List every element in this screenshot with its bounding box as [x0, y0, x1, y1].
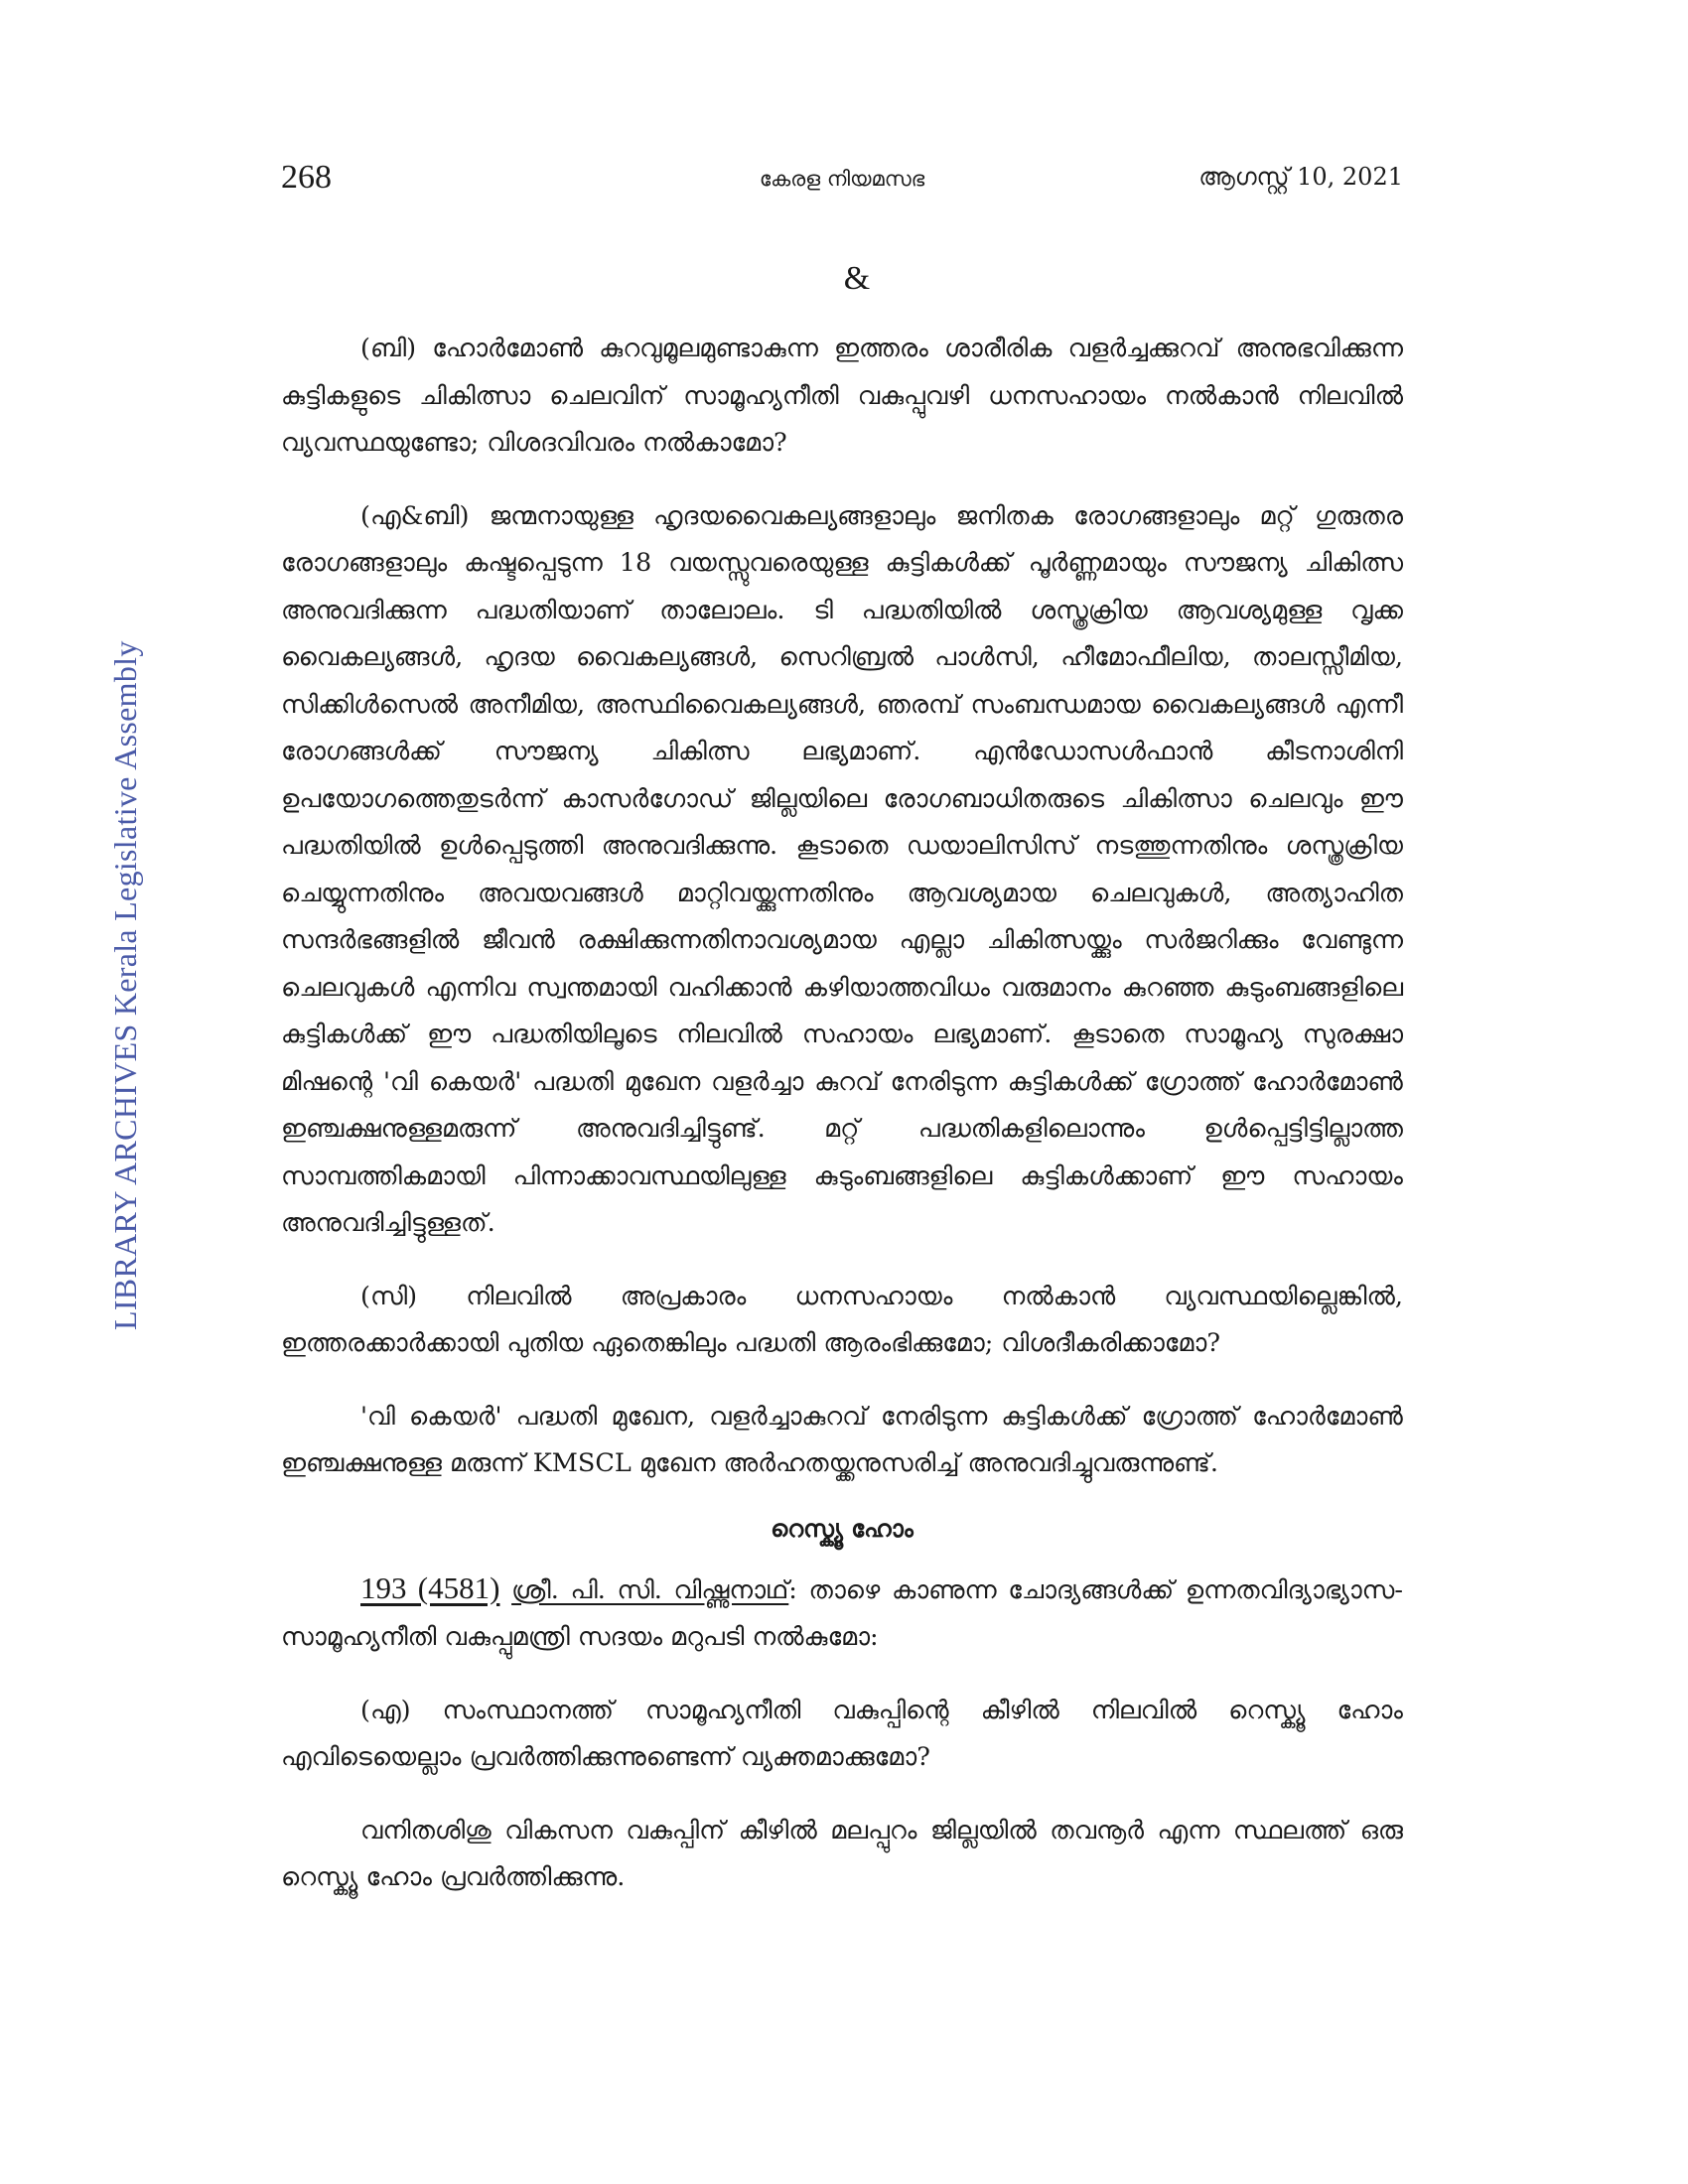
question-c: (സി) നിലവിൽ അപ്രകാരം ധനസഹായം നൽകാൻ വ്യവസ്ഥയില്ലെങ്കിൽ, ഇത്തരക്കാർക്കായി പുതിയ ഏതെങ്കിലും പദ്ധതി ആരംഭിക്കുമോ; വിശദീകരിക്കാമോ? — [281, 1281, 1403, 1358]
library-archives-watermark: LIBRARY ARCHIVES Kerala Legislative Assembly — [107, 640, 143, 1330]
section-heading: റെസ്ക്യൂ ഹോം — [771, 1513, 914, 1543]
question-number: 193 (4581) — [360, 1570, 500, 1605]
member-name: ശ്രീ. പി. സി. വിഷ്ണുനാഥ് — [511, 1574, 789, 1605]
ampersand-separator: & — [843, 260, 871, 297]
header-date: ആഗസ്റ്റ് 10, 2021 — [1198, 163, 1403, 191]
page-number: 268 — [281, 159, 332, 196]
answer-c: 'വി കെയർ' പദ്ധതി മുഖേന, വളർച്ചാകുറവ് നേരിടുന്ന കുട്ടികൾക്ക് ഗ്രോത്ത് ഹോർമോൺ ഇഞ്ചക്ഷനുള്ള മരുന്ന് KMSCL മുഖേന അർഹതയ്ക്കനുസരിച്ച് അനുവദിച്ചുവരുന്നുണ്ട്. — [281, 1401, 1403, 1478]
question-intro-text: : താഴെ കാണുന്ന ചോദ്യങ്ങൾക്ക് ഉന്നതവിദ്യാഭ്യാസ-സാമൂഹ്യനീതി വകുപ്പുമന്ത്രി സദയം മറുപടി നൽകുമോ: — [281, 1574, 1403, 1652]
page-header — [281, 159, 1403, 208]
question-b: (ബി) ഹോർമോൺ കുറവുമൂലമുണ്ടാകുന്ന ഇത്തരം ശാരീരിക വളർച്ചക്കുറവ് അനുഭവിക്കുന്ന കുട്ടികളുടെ ചികിത്സാ ചെലവിന് സാമൂഹ്യനീതി വകുപ്പുവഴി ധനസഹായം നൽകാൻ നിലവിൽ വ്യവസ്ഥയുണ്ടോ; വിശദവിവരം നൽകാമോ? — [281, 334, 1403, 458]
running-title: കേരള നിയമസഭ — [759, 167, 925, 191]
answer-a-b: (എ&ബി) ജന്മനായുള്ള ഹൃദയവൈകല്യങ്ങളാലും ജനിതക രോഗങ്ങളാലും മറ്റ് ഗുരുതര രോഗങ്ങളാലും കഷ്ടപ്പെടുന്ന 18 വയസ്സുവരെയുള്ള കുട്ടികൾക്ക് പൂർണ്ണമായും സൗജന്യ ചികിത്സ അനുവദിക്കുന്ന പദ്ധതിയാണ് താലോലം. ടി പദ്ധതിയിൽ ശസ്ത്രക്രിയ ആവശ്യമുള്ള വൃക്ക വൈകല്യങ്ങൾ, ഹൃദയ വൈകല്യങ്ങൾ, സെറിബ്രൽ പാൾസി, ഹീമോഫീലിയ, താലസ്സീമിയ, സിക്കിൾസെൽ അനീമിയ, അസ്ഥിവൈകല്യങ്ങൾ, ഞരമ്പ് സംബന്ധമായ വൈകല്യങ്ങൾ എന്നീ രോഗങ്ങൾക്ക് സൗജന്യ ചികിത്സ ലഭ്യമാണ്. എൻഡോസൾഫാൻ കീടനാശിനി ഉപയോഗത്തെതുടർന്ന് കാസർഗോഡ് ജില്ലയിലെ രോഗബാധിതരുടെ ചികിത്സാ ചെലവും ഈ പദ്ധതിയിൽ ഉൾപ്പെടുത്തി അനുവദിക്കുന്നു. കൂടാതെ ഡയാലിസിസ് നടത്തുന്നതിനും ശസ്ത്രക്രിയ ചെയ്യുന്നതിനും അവയവങ്ങൾ മാറ്റിവയ്ക്കുന്നതിനും ആവശ്യമായ ചെലവുകൾ, അത്യാഹിത സന്ദർഭങ്ങളിൽ ജീവൻ രക്ഷിക്കുന്നതിനാവശ്യമായ എല്ലാ ചികിത്സയ്ക്കും സർജറിക്കും വേണ്ടുന്ന ചെലവുകൾ എന്നിവ സ്വന്തമായി വഹിക്കാൻ കഴിയാത്തവിധം വരുമാനം കുറഞ്ഞ കുടുംബങ്ങളിലെ കുട്ടികൾക്ക് ഈ പദ്ധതിയിലൂടെ നിലവിൽ സഹായം ലഭ്യമാണ്. കൂടാതെ സാമൂഹ്യ സുരക്ഷാ മിഷന്റെ 'വി കെയർ' പദ്ധതി മുഖേന വളർച്ചാ കുറവ് നേരിടുന്ന കുട്ടികൾക്ക് ഗ്രോത്ത് ഹോർമോൺ ഇഞ്ചക്ഷനുള്ളമരുന്ന് അനുവദിച്ചിട്ടുണ്ട്. മറ്റ് പദ്ധതികളിലൊന്നും ഉൾപ്പെട്ടിട്ടില്ലാത്ത സാമ്പത്തികമായി പിന്നാക്കാവസ്ഥയിലുള്ള കുടുംബങ്ങളിലെ കുട്ടികൾക്കാണ് ഈ സഹായം അനുവദിച്ചിട്ടുള്ളത്. — [281, 500, 1403, 1238]
page-body — [281, 260, 1403, 1928]
question-a: (എ) സംസ്ഥാനത്ത് സാമൂഹ്യനീതി വകുപ്പിന്റെ കീഴിൽ നിലവിൽ റെസ്ക്യൂ ഹോം എവിടെയെല്ലാം പ്രവർത്തിക്കുന്നുണ്ടെന്ന് വ്യക്തമാക്കുമോ? — [281, 1695, 1403, 1772]
question-intro — [281, 1565, 1403, 1662]
answer-a: വനിതശിശു വികസന വകുപ്പിന് കീഴിൽ മലപ്പുറം ജില്ലയിൽ തവനൂർ എന്ന സ്ഥലത്ത് ഒരു റെസ്ക്യൂ ഹോം പ്രവർത്തിക്കുന്നു. — [281, 1815, 1403, 1892]
